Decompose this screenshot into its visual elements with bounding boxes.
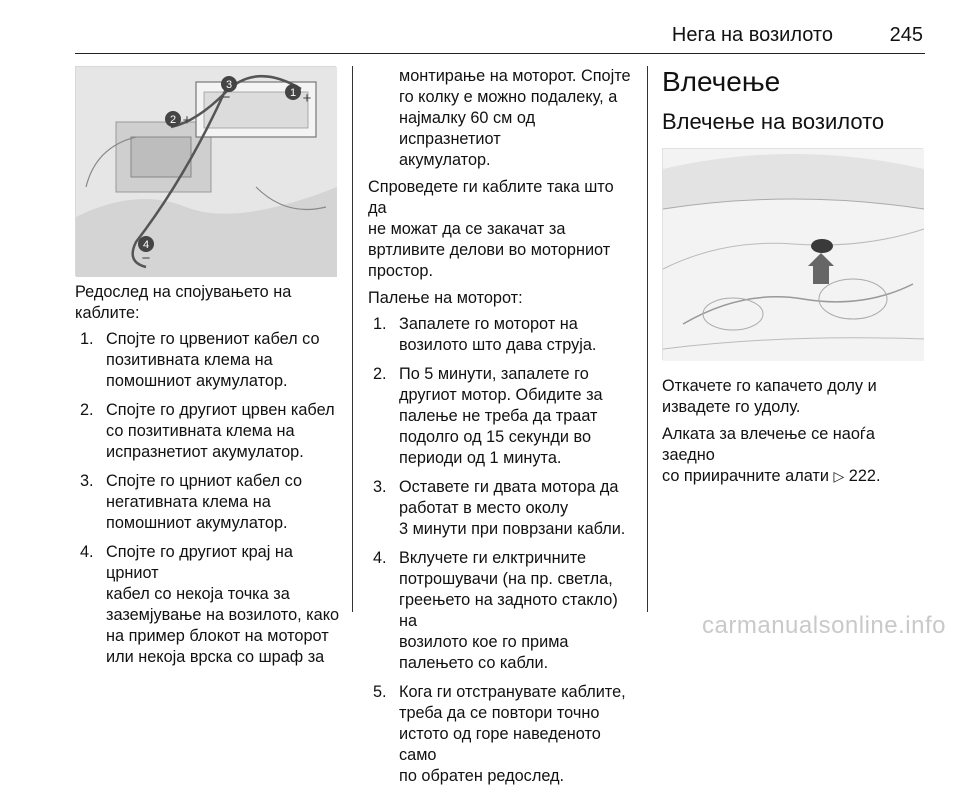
step-number: 3. — [80, 472, 94, 490]
chapter-title: Влечење — [662, 66, 781, 97]
section-subtitle: Влечење на возилото — [662, 109, 885, 134]
list-item — [368, 477, 636, 540]
step-line: периоди од 1 минута. — [399, 449, 562, 467]
step-line: работат в место околу — [399, 499, 569, 517]
step-line: помошниот акумулатор. — [106, 372, 288, 390]
text-line: не можат да се закачат за — [368, 220, 566, 238]
column-3 — [662, 66, 930, 487]
list-item — [368, 314, 636, 356]
text-line: монтирање на моторот. Спојте — [399, 67, 631, 85]
text-line: со приирачните алати — [662, 467, 829, 485]
step-number: 4. — [373, 549, 387, 567]
engine-start-steps — [368, 314, 636, 787]
text-line: Откачете го капачето долу и — [662, 377, 877, 395]
step-line: Спојте го црвениот кабел со — [106, 330, 320, 348]
text-line: Спроведете ги каблите така што да — [368, 178, 614, 217]
bumper-drawing — [663, 149, 924, 361]
step-line: подолго од 15 секунди во — [399, 428, 591, 446]
step-line: заземјување на возилото, како — [106, 606, 340, 624]
list-item — [368, 548, 636, 674]
plus-sign-1: + — [302, 90, 312, 107]
engine-bay-drawing — [76, 67, 337, 277]
section-title: Нега на возилото — [671, 24, 833, 46]
step-line: палењето со кабли. — [399, 654, 549, 672]
step-line: По 5 минути, запалете го — [399, 365, 589, 383]
column-1 — [75, 66, 350, 676]
step-line: со позитивната клема на — [106, 422, 295, 440]
cross-reference-arrow-icon: ▷ — [833, 468, 845, 484]
text-line: простор. — [368, 262, 433, 280]
watermark: carmanualsonline.info — [702, 612, 946, 639]
step-line: греењето на задното стакло) на — [399, 591, 618, 630]
step-number: 4. — [80, 543, 94, 561]
step-number: 1. — [373, 315, 387, 333]
callout-2-label: 2 — [169, 114, 177, 126]
step-line: истото од горе наведеното само — [399, 725, 601, 764]
step-line: 3 минути при поврзани кабли. — [399, 520, 626, 538]
step-line: треба да се повтори точно — [399, 704, 600, 722]
battery-jumpstart-illustration — [75, 66, 336, 276]
remove-cover-instruction — [662, 376, 930, 418]
connection-steps — [75, 329, 350, 668]
tow-eye-location-note — [662, 424, 930, 487]
step-4-continuation — [368, 66, 636, 171]
list-item — [368, 364, 636, 469]
step-line: позитивната клема на — [106, 351, 273, 369]
step-line: возилото кое го прима — [399, 633, 569, 651]
tow-eye-cover-icon — [811, 239, 833, 253]
column-2 — [368, 66, 636, 795]
step-line: возилото што дава струја. — [399, 336, 597, 354]
column-divider-2 — [647, 66, 648, 612]
step-line: Спојте го другиот црвен кабел — [106, 401, 335, 419]
page-number: 245 — [889, 24, 923, 46]
column-divider-1 — [352, 66, 353, 612]
step-line: кабел со некоја точка за — [106, 585, 290, 603]
step-line: Кога ги отстранувате каблите, — [399, 683, 626, 701]
list-item — [75, 542, 350, 668]
cable-routing-note — [368, 177, 636, 282]
step-line: палење не треба да траат — [399, 407, 598, 425]
list-item — [75, 400, 350, 463]
step-line: на пример блокот на моторот — [106, 627, 329, 645]
step-line: негативната клема на — [106, 493, 271, 511]
step-line: Запалете го моторот на — [399, 315, 578, 333]
step-line: по обратен редослед. — [399, 767, 565, 785]
engine-start-heading: Палење на моторот: — [368, 289, 523, 307]
minus-sign-3: − — [221, 89, 231, 106]
text-line: го колку е можно подалеку, а — [399, 88, 618, 106]
step-line: потрошувачи (на пр. светла, — [399, 570, 613, 588]
tow-hook-cover-illustration — [662, 148, 923, 360]
step-line: помошниот акумулатор. — [106, 514, 288, 532]
text-line: извадете го удолу. — [662, 398, 801, 416]
step-number: 5. — [373, 683, 387, 701]
step-line: Спојте го црниот кабел со — [106, 472, 302, 490]
minus-sign-4: − — [141, 250, 151, 267]
step-number: 3. — [373, 478, 387, 496]
step-number: 2. — [373, 365, 387, 383]
text-line: вртливите делови во моторниот — [368, 241, 611, 259]
list-item — [75, 329, 350, 392]
step-number: 1. — [80, 330, 94, 348]
plus-sign-2: + — [182, 112, 192, 129]
jumpstart-intro: Редослед на спојувањето на каблите: — [75, 283, 292, 322]
text-line: најмалку 60 см од испразнетиот — [399, 109, 536, 148]
step-line: испразнетиот акумулатор. — [106, 443, 304, 461]
callout-4-label: 4 — [142, 239, 150, 251]
step-line: другиот мотор. Обидите за — [399, 386, 603, 404]
step-line: Спојте го другиот крај на црниот — [106, 543, 293, 582]
step-number: 2. — [80, 401, 94, 419]
page-header — [75, 22, 925, 54]
step-line: Вклучете ги елктричните — [399, 549, 587, 567]
cross-reference-page-link[interactable]: 222. — [848, 467, 881, 485]
callout-3-label: 3 — [225, 79, 233, 91]
text-line: Алката за влечење се наоѓа заедно — [662, 425, 875, 464]
step-line: Оставете ги двата мотора да — [399, 478, 619, 496]
text-line: акумулатор. — [399, 151, 491, 169]
callout-1-label: 1 — [289, 87, 297, 99]
list-item — [75, 471, 350, 534]
list-item — [368, 682, 636, 787]
step-line: или некоја врска со шраф за — [106, 648, 325, 666]
